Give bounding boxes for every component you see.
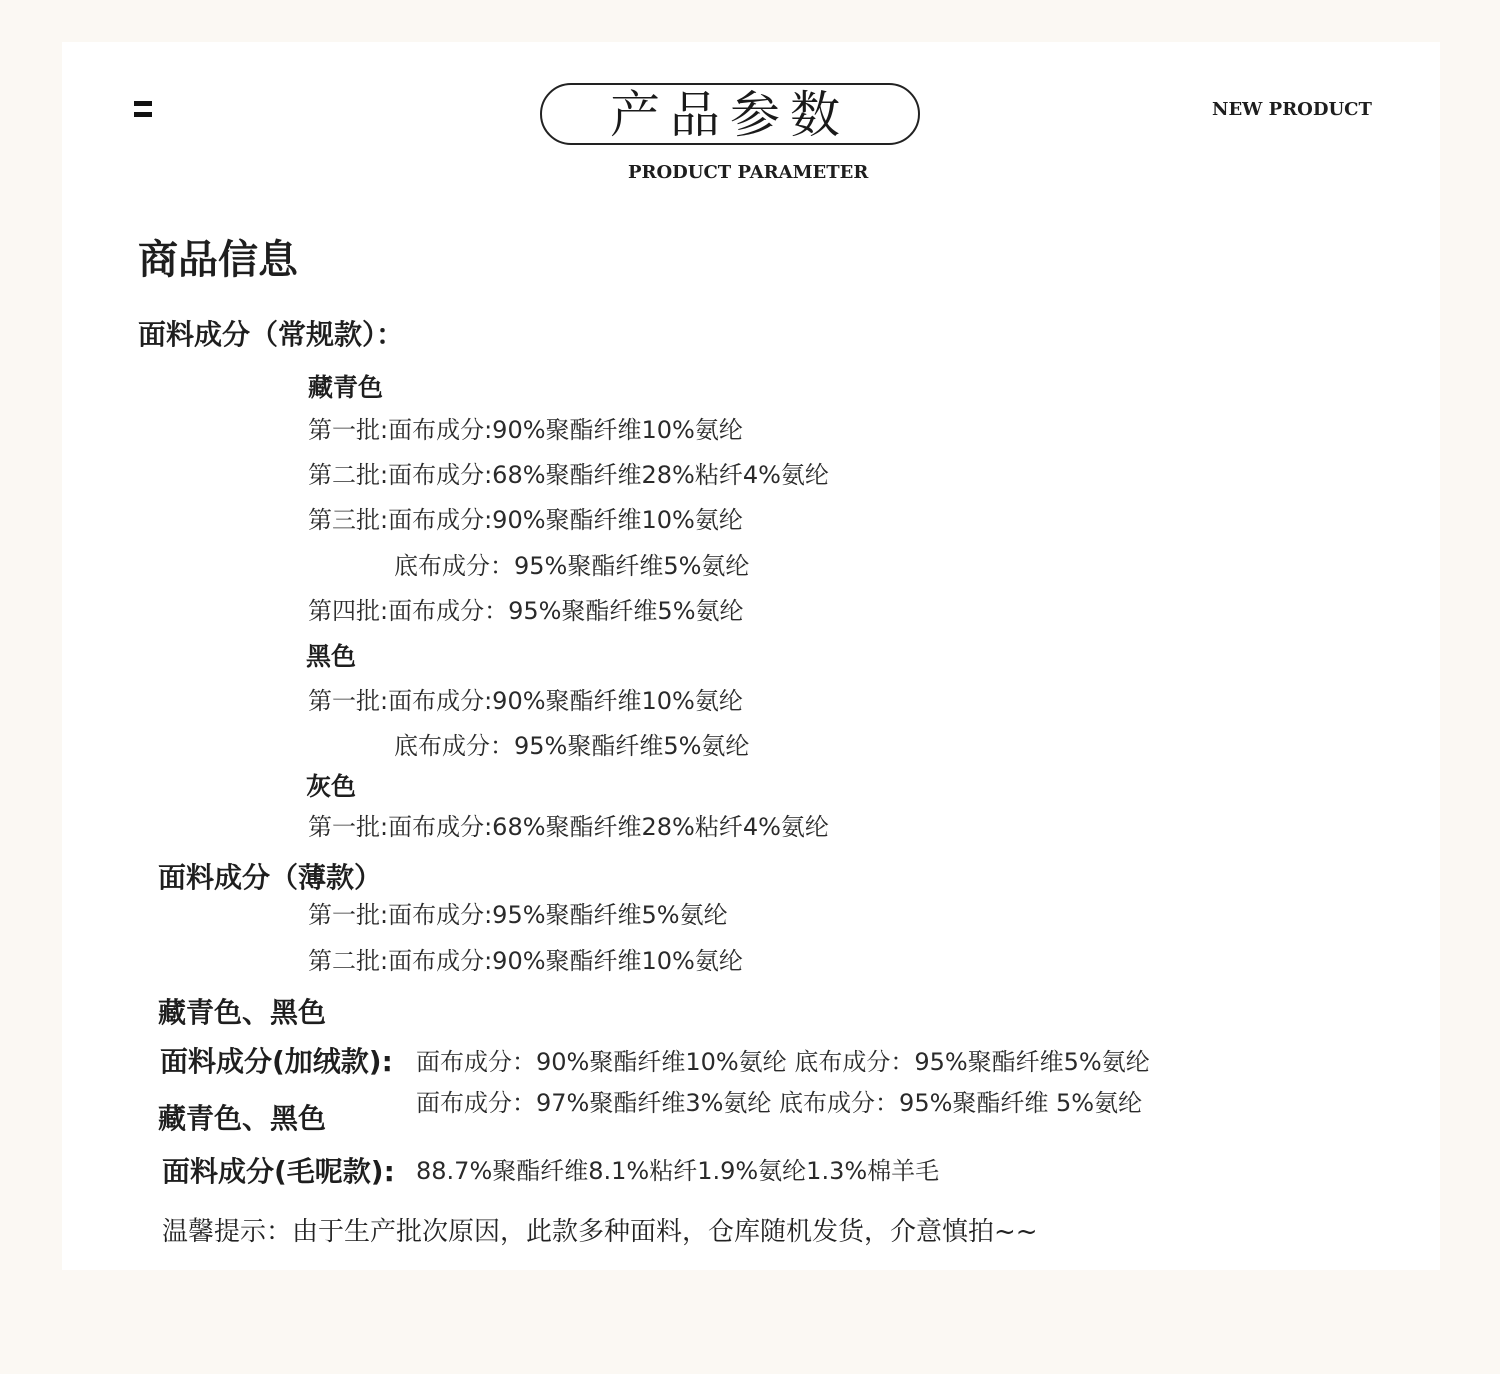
fleece-heading: 面料成分(加绒款): xyxy=(160,1045,393,1078)
gray-label: 灰色 xyxy=(306,772,357,801)
wool-colors: 藏青色、黑色 xyxy=(158,1102,327,1135)
menu-icon[interactable] xyxy=(134,101,156,121)
thin-line-2: 第二批:面布成分:90%聚酯纤维10%氨纶 xyxy=(308,947,743,975)
thin-line-1: 第一批:面布成分:95%聚酯纤维5%氨纶 xyxy=(308,901,728,929)
page-title: 产品参数 xyxy=(540,83,920,145)
wool-line: 88.7%聚酯纤维8.1%粘纤1.9%氨纶1.3%棉羊毛 xyxy=(416,1157,940,1185)
gray-line-1: 第一批:面布成分:68%聚酯纤维28%粘纤4%氨纶 xyxy=(308,813,829,841)
navy-line-2: 第二批:面布成分:68%聚酯纤维28%粘纤4%氨纶 xyxy=(308,461,829,489)
page-subtitle: PRODUCT PARAMETER xyxy=(628,162,869,183)
navy-line-5: 第四批:面布成分：95%聚酯纤维5%氨纶 xyxy=(308,597,744,625)
section-title: 商品信息 xyxy=(138,237,298,283)
black-line-1: 第一批:面布成分:90%聚酯纤维10%氨纶 xyxy=(308,687,743,715)
navy-label: 藏青色 xyxy=(308,373,384,402)
fleece-colors: 藏青色、黑色 xyxy=(158,996,327,1029)
navy-line-4: 底布成分：95%聚酯纤维5%氨纶 xyxy=(394,552,750,580)
regular-heading: 面料成分（常规款）： xyxy=(138,318,405,351)
navy-line-3: 第三批:面布成分:90%聚酯纤维10%氨纶 xyxy=(308,506,743,534)
thin-heading: 面料成分（薄款） xyxy=(158,861,383,894)
fleece-line-1: 面布成分：90%聚酯纤维10%氨纶 底布成分：95%聚酯纤维5%氨纶 xyxy=(416,1048,1150,1076)
new-product-label: NEW PRODUCT xyxy=(1212,99,1372,120)
wool-heading: 面料成分(毛呢款): xyxy=(162,1155,395,1188)
black-line-2: 底布成分：95%聚酯纤维5%氨纶 xyxy=(394,732,750,760)
tip-text: 温馨提示：由于生产批次原因，此款多种面料，仓库随机发货，介意慎拍~~ xyxy=(162,1217,1038,1247)
black-label: 黑色 xyxy=(306,642,357,671)
fleece-line-2: 面布成分：97%聚酯纤维3%氨纶 底布成分：95%聚酯纤维 5%氨纶 xyxy=(416,1089,1143,1117)
navy-line-1: 第一批:面布成分:90%聚酯纤维10%氨纶 xyxy=(308,416,743,444)
